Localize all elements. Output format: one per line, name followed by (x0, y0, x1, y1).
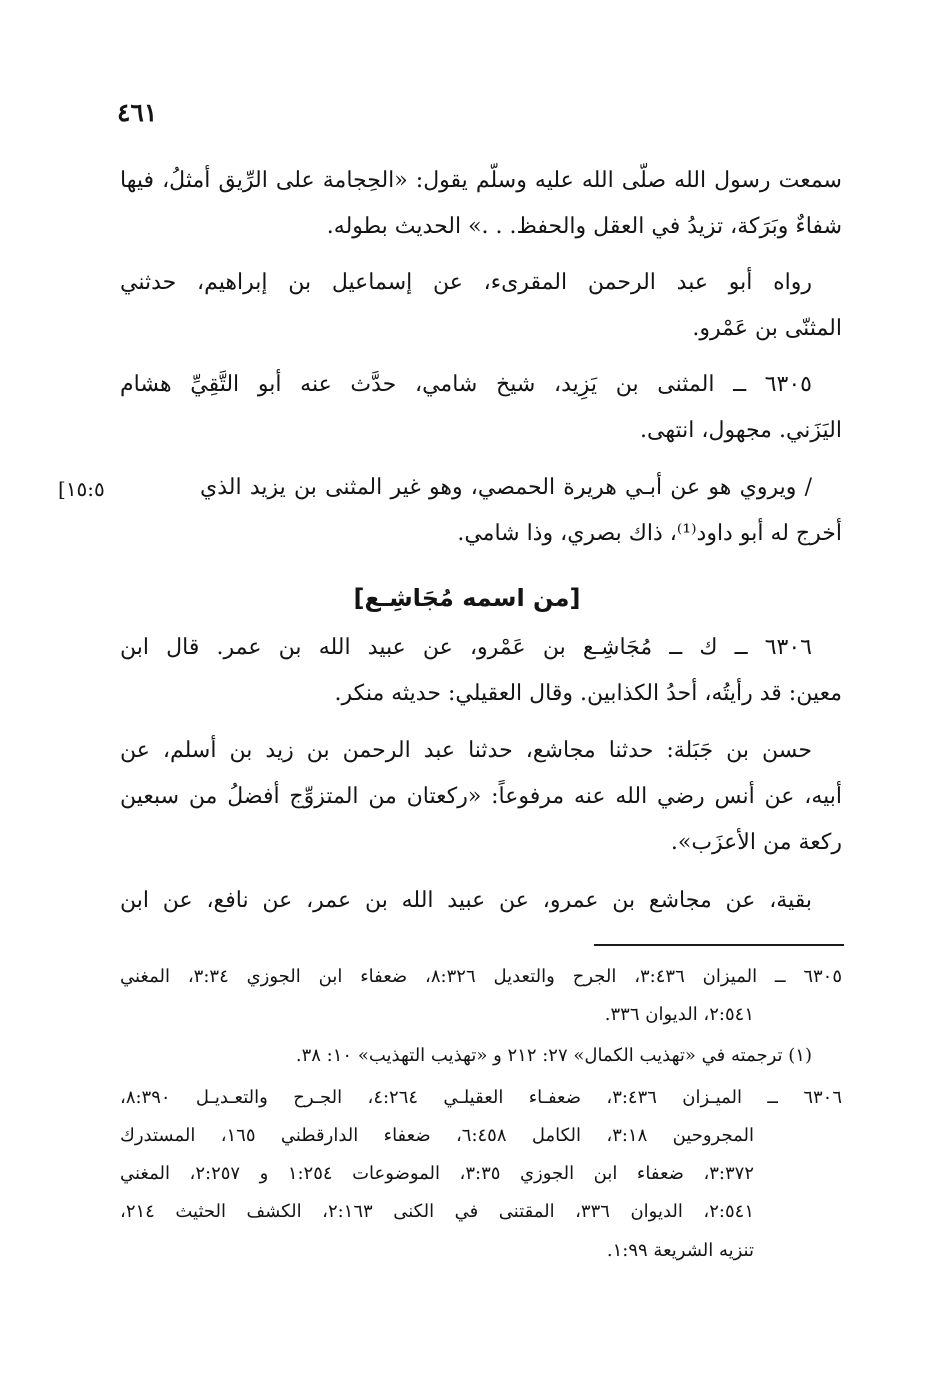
entry-6305-line: ٦٣٠٥ ــ المثنى بن يَزِيد، شيخ شامي، حدَّث عنه أبو التَّقِيِّ هشام (120, 372, 812, 397)
section-heading: [من اسمه مُجَاشِـع] (353, 584, 581, 612)
text-line: أخرج له أبو داود⁽¹⁾، ذاك بصري، وذا شامي. (457, 521, 842, 546)
margin-reference: [١٥:٥ (58, 477, 105, 501)
footnote-line: ٣:٣٧٢، ضعفاء ابن الجوزي ٣:٣٥، الموضوعات ١:٢٥٤ و ٢:٢٥٧، المغني (120, 1163, 754, 1184)
text-line: شفاءٌ وبَرَكة، تزيدُ في العقل والحفظ. . .» الحديث بطوله. (326, 214, 842, 239)
footnote-line: تنزيه الشريعة ١:٩٩. (606, 1240, 754, 1261)
footnote-separator (594, 944, 844, 946)
text-line: اليَزَني. مجهول، انتهى. (640, 418, 842, 443)
entry-6306-line: ٦٣٠٦ ــ ك ــ مُجَاشِـع بن عَمْرو، عن عبيد الله بن عمر. قال ابن (120, 635, 812, 660)
text-line: ركعة من الأعزَب». (670, 830, 842, 855)
footnote-1: (١) ترجمته في «تهذيب الكمال» ٢٧: ٢١٢ و «تهذيب التهذيب» ١٠: ٣٨. (295, 1045, 812, 1066)
text-line: سمعت رسول الله صلّى الله عليه وسلّم يقول: «الحِجامة على الرِّيق أمثلُ، فيها (120, 168, 842, 193)
text-line: معين: قد رأيتُه، أحدُ الكذابين. وقال العقيلي: حديثه منكر. (334, 681, 842, 706)
footnote-line: ٦٣٠٦ ــ الميـزان ٣:٤٣٦، ضعفـاء العقيلـي ٤:٢٦٤، الجـرح والتعـديـل ٨:٣٩٠، (120, 1087, 842, 1108)
text-line: / ويروي هو عن أبـي هريرة الحمصي، وهو غير المثنى بن يزيد الذي (200, 475, 812, 500)
footnote-line: ٦٣٠٥ ــ الميزان ٣:٤٣٦، الجرح والتعديل ٨:٣٢٦، ضعفاء ابن الجوزي ٣:٣٤، المغني (120, 966, 842, 987)
page-number: ٤٦١ (117, 98, 158, 127)
footnote-line: المجروحين ٣:١٨، الكامل ٦:٤٥٨، ضعفاء الدارقطني ١٦٥، المستدرك (120, 1125, 754, 1146)
footnote-line: ٢:٥٤١، الديوان ٣٣٦، المقتنى في الكنى ٢:١٦٣، الكشف الحثيث ٢١٤، (120, 1201, 754, 1222)
footnote-line: ٢:٥٤١، الديوان ٣٣٦. (604, 1004, 754, 1025)
text-line: بقية، عن مجاشع بن عمرو، عن عبيد الله بن عمر، عن نافع، عن ابن (120, 888, 812, 913)
text-line: رواه أبو عبد الرحمن المقرىء، عن إسماعيل بن إبراهيم، حدثني (120, 270, 812, 295)
text-line: حسن بن جَبَلة: حدثنا مجاشع، حدثنا عبد الرحمن بن زيد بن أسلم، عن (120, 738, 812, 763)
text-line: أبيه، عن أنس رضي الله عنه مرفوعاً: «ركعتان من المتزوِّج أفضلُ من سبعين (120, 784, 842, 809)
text-line: المثنّى بن عَمْرو. (692, 316, 842, 341)
